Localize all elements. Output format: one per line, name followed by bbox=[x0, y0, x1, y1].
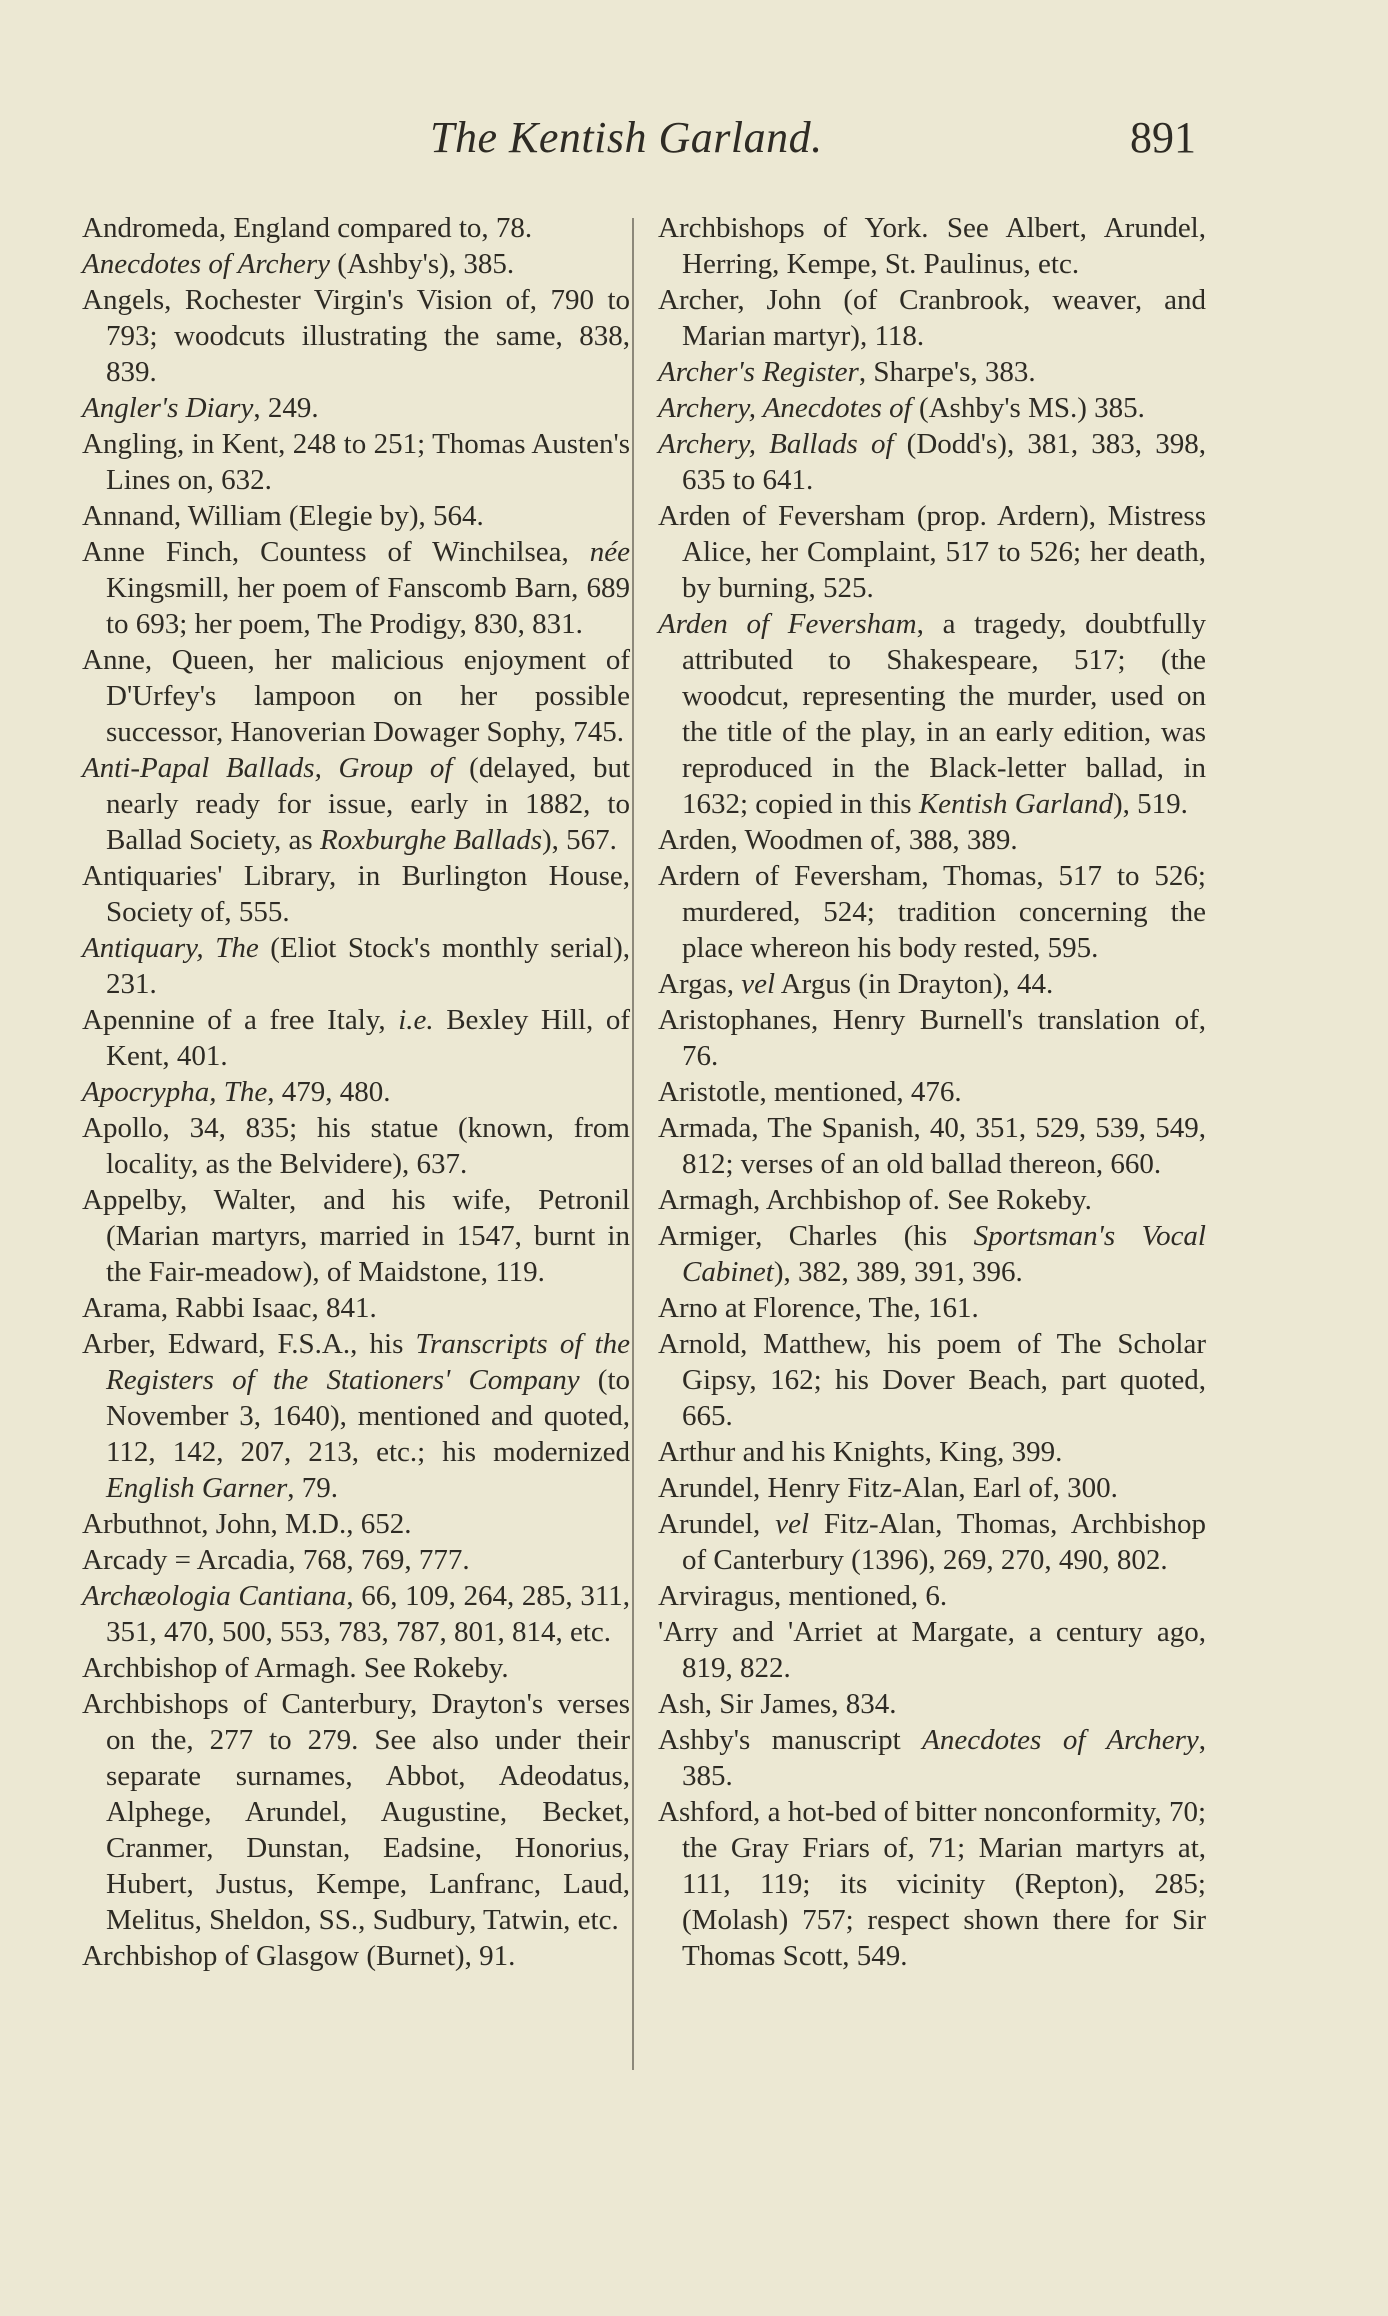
index-entry-text: Argus (in Drayton), 44. bbox=[775, 968, 1054, 1000]
index-entry bbox=[658, 1074, 1206, 1110]
index-entry bbox=[658, 1614, 1206, 1686]
index-entry-title: English Garner bbox=[106, 1472, 288, 1504]
index-entry bbox=[82, 1938, 630, 1974]
index-entry-text: ), 519. bbox=[1112, 788, 1188, 820]
index-entry bbox=[82, 246, 630, 282]
index-entry-text: , 79. bbox=[287, 1472, 338, 1504]
index-entry-text: Argas, bbox=[658, 968, 742, 1000]
index-entry bbox=[658, 606, 1206, 822]
index-entry-text: Armagh, Archbishop of. See Rokeby. bbox=[658, 1184, 1092, 1216]
index-entry-text: Anne, Queen, her malicious enjoyment of D'Urfey's lampoon on her possible successor, Hanoverian Dowager Sophy, 745. bbox=[82, 644, 630, 748]
index-entry-text: Andromeda, England compared to, 78. bbox=[82, 212, 533, 244]
index-entry-text: Angels, Rochester Virgin's Vision of, 790 to 793; woodcuts illustrating the same, 838, 839. bbox=[82, 284, 630, 388]
index-entry-text: Arnold, Matthew, his poem of The Scholar Gipsy, 162; his Dover Beach, part quoted, 665. bbox=[658, 1328, 1206, 1432]
index-entry-text: Ardern of Feversham, Thomas, 517 to 526; murdered, 524; tradition concerning the place whereon his body rested, 595. bbox=[658, 860, 1206, 964]
index-entry-text: Arcady = Arcadia, 768, 769, 777. bbox=[82, 1544, 470, 1576]
index-entry-title: Archer's Register bbox=[658, 356, 859, 388]
index-entry-text: (Eliot Stock's monthly serial), 231. bbox=[106, 932, 630, 1000]
page-number: 891 bbox=[1130, 113, 1196, 162]
index-entry bbox=[658, 1686, 1206, 1722]
index-entry-text: Arundel, Henry Fitz-Alan, Earl of, 300. bbox=[658, 1472, 1118, 1504]
index-entry-title: Archæologia Cantiana bbox=[82, 1580, 347, 1612]
index-entry bbox=[658, 1470, 1206, 1506]
index-entry-text: Angling, in Kent, 248 to 251; Thomas Austen's Lines on, 632. bbox=[82, 428, 630, 496]
index-entry-text: Fitz-Alan, Thomas, Archbishop of Canterbury (1396), 269, 270, 490, 802. bbox=[682, 1508, 1207, 1576]
index-entry-text: ), 567. bbox=[542, 824, 617, 856]
index-entry-text: Aristotle, mentioned, 476. bbox=[658, 1076, 962, 1108]
index-entry-text: (to November 3, 1640), mentioned and quoted, 112, 142, 207, 213, etc.; his modernized bbox=[106, 1364, 631, 1468]
index-entry bbox=[658, 1290, 1206, 1326]
index-entry bbox=[82, 426, 630, 498]
index-entry-text: Apollo, 34, 835; his statue (known, from locality, as the Belvidere), 637. bbox=[82, 1112, 630, 1180]
index-entry-text: Arbuthnot, John, M.D., 652. bbox=[82, 1508, 412, 1540]
index-entry bbox=[658, 426, 1206, 498]
column-divider bbox=[632, 218, 634, 2070]
index-entry bbox=[82, 534, 630, 642]
index-entry-title: Apocrypha, The bbox=[82, 1076, 268, 1108]
index-entry bbox=[82, 1542, 630, 1578]
index-entry-title: Archery, Ballads of bbox=[658, 428, 894, 460]
index-entry bbox=[658, 1326, 1206, 1434]
index-entry-title: Archery, Anecdotes of bbox=[658, 392, 912, 424]
index-entry-title: Transcripts of the Registers of the Stationers' Company bbox=[106, 1328, 630, 1396]
index-entry bbox=[658, 1434, 1206, 1470]
index-entry-title: Antiquary, The bbox=[82, 932, 259, 964]
index-entry bbox=[658, 1218, 1206, 1290]
index-entry-title: Anecdotes of Archery bbox=[82, 248, 331, 280]
index-entry bbox=[82, 498, 630, 534]
index-entry-text: , Sharpe's, 383. bbox=[858, 356, 1036, 388]
index-entry bbox=[658, 858, 1206, 966]
index-entry-title: Roxburghe Ballads bbox=[319, 824, 542, 856]
index-entry bbox=[658, 210, 1206, 282]
index-entry bbox=[658, 390, 1206, 426]
index-entry-text: Anne Finch, Countess of Winchilsea, bbox=[82, 536, 590, 568]
index-entry bbox=[82, 282, 630, 390]
index-entry-title: Arden of Feversham bbox=[658, 608, 917, 640]
index-entry bbox=[658, 1110, 1206, 1182]
index-entry-text: Arthur and his Knights, King, 399. bbox=[658, 1436, 1063, 1468]
index-entry-title: Sportsman's Vocal Cabinet bbox=[682, 1220, 1206, 1288]
index-entry-text: Archbishops of Canterbury, Drayton's verses on the, 277 to 279. See also under their separate surnames, Abbot, Adeodatus, Alphege, Arundel, Augustine, Becket, Cranmer, Dunstan, Eadsine, Honorius, Hubert, Justus, Kempe, Lanfranc, Laud, Melitus, Sheldon, SS., Sudbury, Tatwin, etc. bbox=[82, 1688, 630, 1936]
index-entry bbox=[82, 390, 630, 426]
index-entry-text: Archbishop of Glasgow (Burnet), 91. bbox=[82, 1940, 516, 1972]
index-entry bbox=[82, 1326, 630, 1506]
index-entry bbox=[82, 858, 630, 930]
index-entry-text: Armada, The Spanish, 40, 351, 529, 539, 549, 812; verses of an old ballad thereon, 660. bbox=[658, 1112, 1206, 1180]
index-entry bbox=[82, 1002, 630, 1074]
index-entry-text: ), 382, 389, 391, 396. bbox=[773, 1256, 1023, 1288]
running-title: The Kentish Garland. bbox=[430, 113, 823, 162]
index-entry-text: Arden, Woodmen of, 388, 389. bbox=[658, 824, 1018, 856]
index-entry-title: née bbox=[589, 536, 630, 568]
index-entry bbox=[82, 1506, 630, 1542]
index-entry-text: Bexley Hill, of Kent, 401. bbox=[106, 1004, 630, 1072]
index-entry-text: Arama, Rabbi Isaac, 841. bbox=[82, 1292, 377, 1324]
index-entry-text: , 249. bbox=[253, 392, 319, 424]
index-entry bbox=[82, 642, 630, 750]
index-entry bbox=[82, 1290, 630, 1326]
index-entry-text: Archbishops of York. See Albert, Arundel, Herring, Kempe, St. Paulinus, etc. bbox=[658, 212, 1206, 280]
index-entry bbox=[658, 1722, 1206, 1794]
index-entry-title: Anecdotes of Archery bbox=[922, 1724, 1199, 1756]
index-entry-text: Antiquaries' Library, in Burlington House, Society of, 555. bbox=[82, 860, 630, 928]
index-entry-text: , 66, 109, 264, 285, 311, 351, 470, 500, 553, 783, 787, 801, 814, etc. bbox=[106, 1580, 630, 1648]
index-entry-text: 'Arry and 'Arriet at Margate, a century ago, 819, 822. bbox=[658, 1616, 1206, 1684]
index-entry bbox=[658, 966, 1206, 1002]
index-entry bbox=[658, 1002, 1206, 1074]
index-entry bbox=[82, 1650, 630, 1686]
index-entry-text: (Dodd's), 381, 383, 398, 635 to 641. bbox=[682, 428, 1206, 496]
index-entry bbox=[658, 498, 1206, 606]
index-entry-text: Apennine of a free Italy, bbox=[82, 1004, 399, 1036]
index-entry-text: Archbishop of Armagh. See Rokeby. bbox=[82, 1652, 509, 1684]
index-entry-title: Anti-Papal Ballads, Group of bbox=[82, 752, 453, 784]
index-entry bbox=[82, 750, 630, 858]
index-entry-text: Arno at Florence, The, 161. bbox=[658, 1292, 979, 1324]
index-entry-text: Ashford, a hot-bed of bitter nonconformity, 70; the Gray Friars of, 71; Marian martyrs at, 111, 119; its vicinity (Repton), 285; (Molash) 757; respect shown there for Sir Thomas Scott, 549. bbox=[658, 1796, 1206, 1972]
index-entry bbox=[658, 1506, 1206, 1578]
index-entry-text: Arber, Edward, F.S.A., his bbox=[82, 1328, 416, 1360]
index-entry-text: Annand, William (Elegie by), 564. bbox=[82, 500, 484, 532]
index-entry bbox=[82, 210, 630, 246]
index-column-right bbox=[658, 210, 1206, 1974]
index-entry-text: , 479, 480. bbox=[267, 1076, 391, 1108]
index-entry bbox=[658, 282, 1206, 354]
index-entry-text: Kingsmill, her poem of Fanscomb Barn, 689 to 693; her poem, The Prodigy, 830, 831. bbox=[106, 572, 630, 640]
index-entry-text: Arundel, bbox=[658, 1508, 776, 1540]
index-entry-title: vel bbox=[775, 1508, 810, 1540]
running-head bbox=[0, 112, 1388, 172]
index-entry-text: , 385. bbox=[682, 1724, 1206, 1792]
index-entry-text: Archer, John (of Cranbrook, weaver, and Marian martyr), 118. bbox=[658, 284, 1206, 352]
index-entry bbox=[82, 1182, 630, 1290]
index-entry bbox=[82, 1074, 630, 1110]
index-entry-text: , a tragedy, doubtfully attributed to Shakespeare, 517; (the woodcut, representing the murder, used on the title of the play, in an early edition, was reproduced in the Black-letter ballad, in 1632; copied in this bbox=[682, 608, 1206, 820]
index-entry-title: Angler's Diary bbox=[82, 392, 254, 424]
index-entry bbox=[82, 1110, 630, 1182]
index-entry-text: Ash, Sir James, 834. bbox=[658, 1688, 897, 1720]
index-entry-text: Armiger, Charles (his bbox=[658, 1220, 974, 1252]
index-entry bbox=[658, 1794, 1206, 1974]
index-entry-text: Ashby's manuscript bbox=[658, 1724, 923, 1756]
index-entry-text: Arden of Feversham (prop. Ardern), Mistress Alice, her Complaint, 517 to 526; her death, by burning, 525. bbox=[658, 500, 1206, 604]
index-entry bbox=[658, 1182, 1206, 1218]
index-entry bbox=[658, 354, 1206, 390]
index-entry-text: Appelby, Walter, and his wife, Petronil (Marian martyrs, married in 1547, burnt in the Fair-meadow), of Maidstone, 119. bbox=[82, 1184, 630, 1288]
index-entry-text: Arviragus, mentioned, 6. bbox=[658, 1580, 948, 1612]
index-entry bbox=[82, 1578, 630, 1650]
index-entry-text: (delayed, but nearly ready for issue, early in 1882, to Ballad Society, as bbox=[106, 752, 630, 856]
index-entry-text: (Ashby's MS.) 385. bbox=[911, 392, 1145, 424]
index-entry-text: Aristophanes, Henry Burnell's translation of, 76. bbox=[658, 1004, 1206, 1072]
index-entry bbox=[82, 930, 630, 1002]
index-entry-text: (Ashby's), 385. bbox=[330, 248, 515, 280]
index-entry-title: Kentish Garland bbox=[918, 788, 1113, 820]
index-column-left bbox=[82, 210, 630, 1974]
index-entry bbox=[82, 1686, 630, 1938]
index-entry-title: i.e. bbox=[398, 1004, 434, 1036]
index-entry-title: vel bbox=[741, 968, 776, 1000]
index-entry bbox=[658, 822, 1206, 858]
index-entry bbox=[658, 1578, 1206, 1614]
